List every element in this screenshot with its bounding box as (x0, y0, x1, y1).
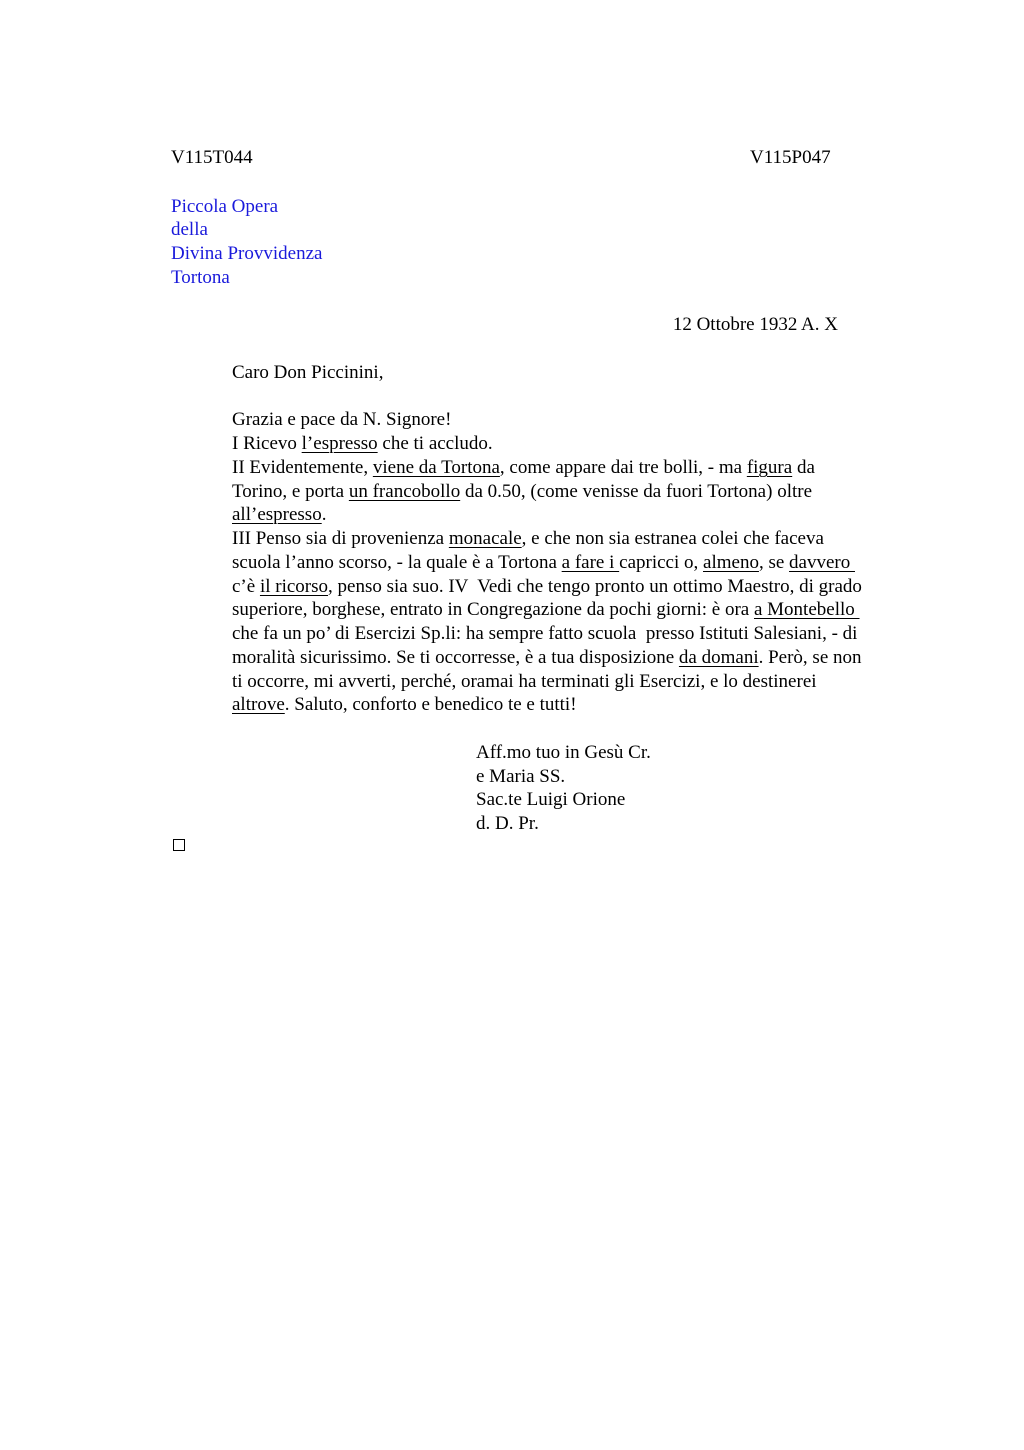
greeting: Grazia e pace da N. Signore! (232, 409, 452, 430)
underlined-text: viene da Tortona (372, 457, 500, 478)
document-code-left: V115T044 (171, 147, 253, 168)
letterhead-line: della (171, 219, 208, 240)
body-line: I Ricevo l’espresso che ti accludo. (232, 433, 493, 454)
closing-line: d. D. Pr. (476, 813, 539, 834)
closing-line: e Maria SS. (476, 766, 566, 787)
letterhead-line: Tortona (171, 267, 230, 288)
salutation: Caro Don Piccinini, (232, 362, 384, 383)
underlined-text: a Montebello (753, 599, 860, 620)
underlined-text: figura (746, 457, 793, 478)
underlined-text: a fare i (561, 552, 620, 573)
checkbox-square-icon (173, 839, 185, 851)
underlined-text: monacale (448, 528, 522, 549)
body-line: scuola l’anno scorso, - la quale è a Tortona a fare i capricci o, almeno, se davvero (232, 552, 855, 573)
underlined-text: l’espresso (301, 433, 378, 454)
document-code-right: V115P047 (750, 147, 831, 168)
body-line: II Evidentemente, viene da Tortona, come appare dai tre bolli, - ma figura da (232, 457, 815, 478)
body-line: altrove. Saluto, conforto e benedico te e tutti! (232, 694, 577, 715)
underlined-text: un francobollo (348, 481, 461, 502)
body-line: superiore, borghese, entrato in Congregazione da pochi giorni: è ora a Montebello (232, 599, 860, 620)
underlined-text: davvero (789, 552, 855, 573)
body-line: moralità sicurissimo. Se ti occorresse, è a tua disposizione da domani. Però, se non (232, 647, 862, 668)
underlined-text: da domani (678, 647, 759, 668)
underlined-text: almeno (703, 552, 759, 573)
underlined-text: il ricorso (259, 576, 329, 597)
body-line: ti occorre, mi avverti, perché, oramai ha terminati gli Esercizi, e lo destinerei (232, 671, 817, 692)
letter-date: 12 Ottobre 1932 A. X (672, 314, 838, 335)
body-line: c’è il ricorso, penso sia suo. IV Vedi che tengo pronto un ottimo Maestro, di grado (232, 576, 862, 597)
body-line: all’espresso. (232, 504, 327, 525)
closing-line: Sac.te Luigi Orione (476, 789, 626, 810)
closing-line: Aff.mo tuo in Gesù Cr. (476, 742, 651, 763)
body-line: III Penso sia di provenienza monacale, e che non sia estranea colei che faceva (232, 528, 824, 549)
body-line: Torino, e porta un francobollo da 0.50, (come venisse da fuori Tortona) oltre (232, 481, 813, 502)
letterhead-line: Piccola Opera (171, 196, 279, 217)
letterhead-line: Divina Provvidenza (171, 243, 323, 264)
body-line: che fa un po’ di Esercizi Sp.li: ha sempre fatto scuola presso Istituti Salesiani, - di (232, 623, 858, 644)
underlined-text: all’espresso (232, 504, 322, 525)
underlined-text: altrove (232, 694, 285, 715)
